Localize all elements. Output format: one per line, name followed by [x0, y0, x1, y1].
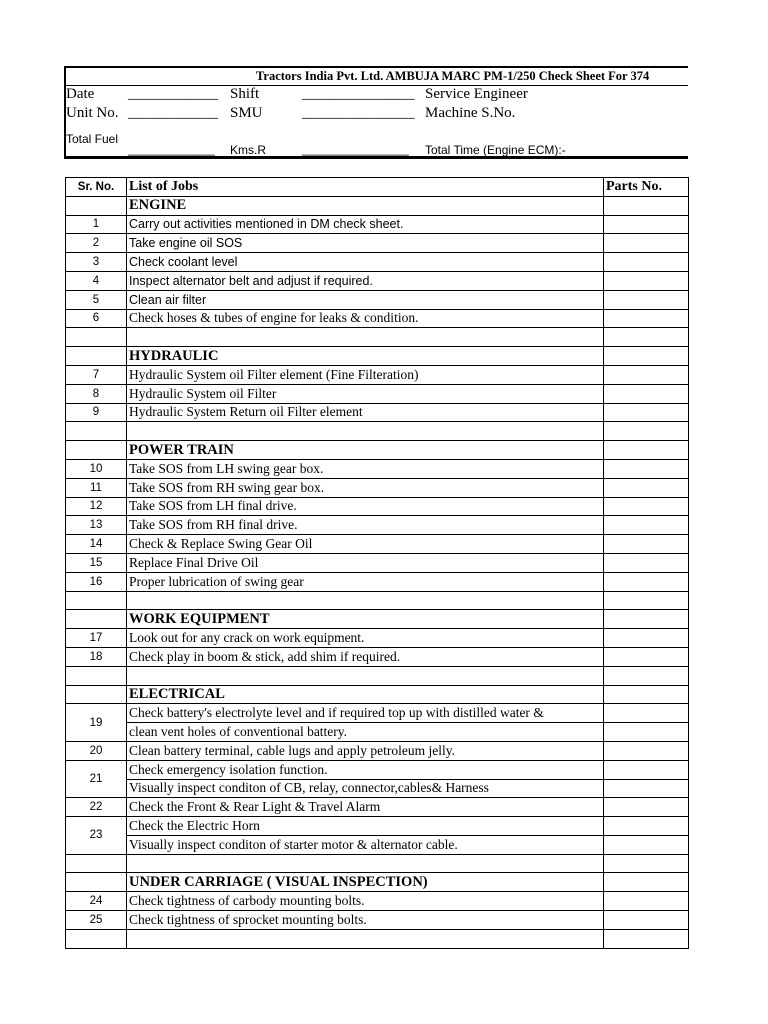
section-title: UNDER CARRIAGE ( VISUAL INSPECTION) — [127, 873, 604, 892]
sr-cell — [66, 347, 127, 366]
table-row — [66, 365, 689, 384]
col-header-list-of-jobs: List of Jobs — [127, 178, 604, 197]
parts-no-cell[interactable] — [604, 610, 689, 629]
table-row — [66, 835, 689, 854]
sr-no-cell: 4 — [66, 271, 127, 290]
section-title: POWER TRAIN — [127, 441, 604, 460]
parts-no-cell[interactable] — [604, 234, 689, 253]
job-description: Clean battery terminal, cable lugs and apply petroleum jelly. — [127, 741, 604, 760]
parts-no-cell[interactable] — [604, 704, 689, 723]
parts-no-cell[interactable] — [604, 365, 689, 384]
table-row — [66, 478, 689, 497]
parts-no-cell[interactable] — [604, 459, 689, 478]
sr-no-cell: 15 — [66, 553, 127, 572]
parts-no-cell[interactable] — [604, 553, 689, 572]
job-description: Check battery's electrolyte level and if required top up with distilled water & — [127, 704, 604, 723]
blank-cell[interactable] — [127, 929, 604, 948]
kms-r-field[interactable]: ________________ — [302, 142, 409, 156]
parts-no-cell[interactable] — [604, 215, 689, 234]
section-row — [66, 873, 689, 892]
table-row — [66, 516, 689, 535]
sr-cell — [66, 196, 127, 215]
job-description: Check tightness of carbody mounting bolts. — [127, 892, 604, 911]
parts-no-cell[interactable] — [604, 798, 689, 817]
sr-no-cell: 21 — [66, 760, 127, 798]
parts-no-cell[interactable] — [604, 516, 689, 535]
parts-no-cell[interactable] — [604, 629, 689, 648]
blank-cell[interactable] — [127, 591, 604, 610]
parts-no-cell[interactable] — [604, 741, 689, 760]
sr-no-cell: 9 — [66, 403, 127, 422]
blank-row — [66, 854, 689, 873]
sr-cell — [66, 685, 127, 704]
sr-no-cell: 18 — [66, 647, 127, 666]
machine-sno-label: Machine S.No. — [425, 105, 516, 121]
jobs-table — [65, 177, 689, 949]
table-row — [66, 647, 689, 666]
table-row — [66, 309, 689, 328]
blank-cell — [66, 591, 127, 610]
table-row — [66, 459, 689, 478]
sr-cell — [66, 873, 127, 892]
sheet-title: Tractors India Pvt. Ltd. AMBUJA MARC PM-1/250 Check Sheet For 374 — [256, 69, 650, 83]
job-description: Check play in boom & stick, add shim if required. — [127, 647, 604, 666]
date-field[interactable]: ____________ — [128, 86, 218, 102]
blank-cell — [66, 666, 127, 685]
sr-no-cell: 12 — [66, 497, 127, 516]
sr-no-cell: 25 — [66, 911, 127, 930]
blank-cell[interactable] — [127, 422, 604, 441]
blank-row — [66, 328, 689, 347]
blank-cell — [66, 854, 127, 873]
smu-field[interactable]: _______________ — [302, 105, 415, 121]
shift-field[interactable]: _______________ — [302, 86, 415, 102]
table-row — [66, 892, 689, 911]
blank-cell — [66, 422, 127, 441]
job-description: clean vent holes of conventional battery. — [127, 723, 604, 742]
sr-no-cell: 23 — [66, 817, 127, 855]
check-sheet-header — [64, 66, 688, 159]
job-description: Inspect alternator belt and adjust if required. — [127, 271, 604, 290]
job-description: Check the Front & Rear Light & Travel Alarm — [127, 798, 604, 817]
job-description: Take SOS from LH swing gear box. — [127, 459, 604, 478]
blank-cell[interactable] — [604, 328, 689, 347]
blank-cell[interactable] — [604, 929, 689, 948]
table-row — [66, 403, 689, 422]
job-description: Check the Electric Horn — [127, 817, 604, 836]
sr-no-cell: 10 — [66, 459, 127, 478]
parts-no-cell[interactable] — [604, 478, 689, 497]
job-description: Visually inspect conditon of CB, relay, connector,cables& Harness — [127, 779, 604, 798]
unit-no-label: Unit No. — [66, 105, 119, 121]
blank-row — [66, 666, 689, 685]
parts-no-cell[interactable] — [604, 723, 689, 742]
blank-cell[interactable] — [604, 854, 689, 873]
blank-row — [66, 929, 689, 948]
table-row — [66, 384, 689, 403]
unit-no-field[interactable]: ____________ — [128, 105, 218, 121]
parts-no-cell[interactable] — [604, 873, 689, 892]
smu-label: SMU — [230, 105, 263, 121]
table-row — [66, 290, 689, 309]
job-description: Check emergency isolation function. — [127, 760, 604, 779]
section-title: HYDRAULIC — [127, 347, 604, 366]
job-description: Check coolant level — [127, 253, 604, 272]
parts-no-cell[interactable] — [604, 779, 689, 798]
job-description: Look out for any crack on work equipment. — [127, 629, 604, 648]
parts-no-cell[interactable] — [604, 309, 689, 328]
table-row — [66, 497, 689, 516]
shift-label: Shift — [230, 86, 260, 102]
job-description: Check & Replace Swing Gear Oil — [127, 535, 604, 554]
job-description: Replace Final Drive Oil — [127, 553, 604, 572]
table-row — [66, 572, 689, 591]
parts-no-cell[interactable] — [604, 196, 689, 215]
table-row — [66, 723, 689, 742]
table-row — [66, 741, 689, 760]
job-description: Take SOS from RH final drive. — [127, 516, 604, 535]
total-fuel-field[interactable]: _____________ — [128, 142, 215, 156]
table-row — [66, 553, 689, 572]
total-fuel-label: Total Fuel — [66, 132, 119, 146]
blank-cell[interactable] — [127, 328, 604, 347]
job-description: Hydraulic System oil Filter element (Fine Filteration) — [127, 365, 604, 384]
parts-no-cell[interactable] — [604, 647, 689, 666]
sr-no-cell: 13 — [66, 516, 127, 535]
table-row — [66, 798, 689, 817]
sr-no-cell: 2 — [66, 234, 127, 253]
parts-no-cell[interactable] — [604, 253, 689, 272]
parts-no-cell[interactable] — [604, 572, 689, 591]
parts-no-cell[interactable] — [604, 384, 689, 403]
parts-no-cell[interactable] — [604, 497, 689, 516]
blank-cell[interactable] — [127, 854, 604, 873]
job-description: Hydraulic System oil Filter — [127, 384, 604, 403]
blank-cell[interactable] — [604, 591, 689, 610]
sr-no-cell: 24 — [66, 892, 127, 911]
blank-cell — [66, 929, 127, 948]
blank-cell — [66, 328, 127, 347]
job-description: Take SOS from RH swing gear box. — [127, 478, 604, 497]
job-description: Proper lubrication of swing gear — [127, 572, 604, 591]
col-header-parts-no: Parts No. — [604, 178, 689, 197]
blank-cell[interactable] — [604, 666, 689, 685]
parts-no-cell[interactable] — [604, 835, 689, 854]
sr-no-cell: 14 — [66, 535, 127, 554]
sr-no-cell: 1 — [66, 215, 127, 234]
blank-cell[interactable] — [604, 422, 689, 441]
job-description: Clean air filter — [127, 290, 604, 309]
sr-no-cell: 3 — [66, 253, 127, 272]
section-row — [66, 610, 689, 629]
sr-cell — [66, 610, 127, 629]
table-row — [66, 234, 689, 253]
parts-no-cell[interactable] — [604, 441, 689, 460]
job-description: Visually inspect conditon of starter motor & alternator cable. — [127, 835, 604, 854]
table-row — [66, 271, 689, 290]
sr-no-cell: 7 — [66, 365, 127, 384]
table-row — [66, 215, 689, 234]
section-row — [66, 196, 689, 215]
parts-no-cell[interactable] — [604, 817, 689, 836]
blank-row — [66, 591, 689, 610]
parts-no-cell[interactable] — [604, 347, 689, 366]
sr-no-cell: 5 — [66, 290, 127, 309]
parts-no-cell[interactable] — [604, 290, 689, 309]
section-title: ELECTRICAL — [127, 685, 604, 704]
table-row — [66, 253, 689, 272]
parts-no-cell[interactable] — [604, 535, 689, 554]
parts-no-cell[interactable] — [604, 271, 689, 290]
sr-no-cell: 22 — [66, 798, 127, 817]
parts-no-cell[interactable] — [604, 911, 689, 930]
blank-cell[interactable] — [127, 666, 604, 685]
section-title: ENGINE — [127, 196, 604, 215]
sr-cell — [66, 441, 127, 460]
sr-no-cell: 6 — [66, 309, 127, 328]
blank-row — [66, 422, 689, 441]
sr-no-cell: 17 — [66, 629, 127, 648]
section-row — [66, 347, 689, 366]
job-description: Take SOS from LH final drive. — [127, 497, 604, 516]
table-row — [66, 704, 689, 723]
section-row — [66, 441, 689, 460]
service-engineer-label: Service Engineer — [425, 86, 528, 102]
sr-no-cell: 16 — [66, 572, 127, 591]
section-row — [66, 685, 689, 704]
table-row — [66, 760, 689, 779]
parts-no-cell[interactable] — [604, 685, 689, 704]
parts-no-cell[interactable] — [604, 892, 689, 911]
job-description: Take engine oil SOS — [127, 234, 604, 253]
table-row — [66, 779, 689, 798]
total-time-label: Total Time (Engine ECM):- — [425, 143, 566, 157]
table-row — [66, 817, 689, 836]
parts-no-cell[interactable] — [604, 403, 689, 422]
job-description: Carry out activities mentioned in DM check sheet. — [127, 215, 604, 234]
job-description: Hydraulic System Return oil Filter element — [127, 403, 604, 422]
sr-no-cell: 8 — [66, 384, 127, 403]
jobs-table-body — [66, 196, 689, 948]
job-description: Check tightness of sprocket mounting bolts. — [127, 911, 604, 930]
table-row — [66, 629, 689, 648]
section-title: WORK EQUIPMENT — [127, 610, 604, 629]
table-row — [66, 535, 689, 554]
table-header-row — [66, 178, 689, 197]
sr-no-cell: 20 — [66, 741, 127, 760]
kms-r-label: Kms.R — [230, 143, 266, 157]
job-description: Check hoses & tubes of engine for leaks & condition. — [127, 309, 604, 328]
col-header-sr-no: Sr. No. — [66, 178, 127, 197]
parts-no-cell[interactable] — [604, 760, 689, 779]
sr-no-cell: 11 — [66, 478, 127, 497]
sr-no-cell: 19 — [66, 704, 127, 742]
date-label: Date — [66, 86, 95, 102]
table-row — [66, 911, 689, 930]
